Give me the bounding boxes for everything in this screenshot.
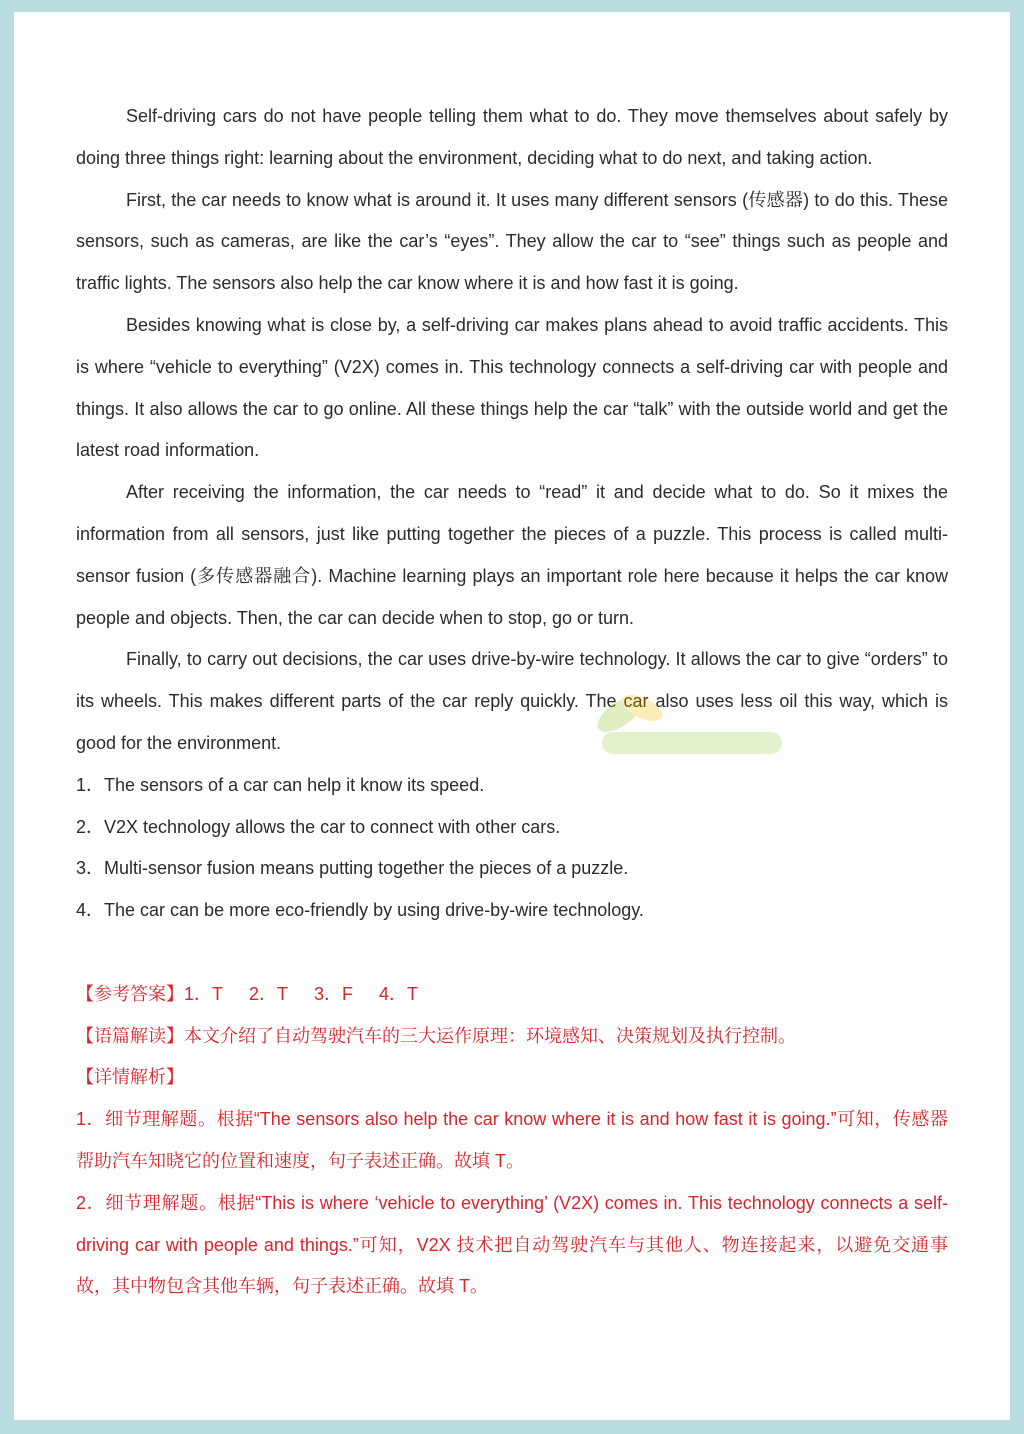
question-4: 4．The car can be more eco-friendly by using drive-by-wire technology.: [76, 900, 644, 921]
passage-analysis-text: 本文介绍了自动驾驶汽车的三大运作原理：环境感知、决策规划及执行控制。: [184, 1025, 796, 1046]
section-spacer: [76, 932, 948, 974]
passage-paragraph-4: After receiving the information, the car needs to “read” it and decide what to do. So it mixes the information from all sensors, just like putting together the pieces of a puzzle. This process is called multi-sensor fusion (多传感器融合). Machine learning plays an important role here because it helps the car know people and objects. Then, the car can decide when to stop, go or turn.: [76, 482, 948, 628]
reference-answers: [76, 974, 948, 1016]
answer-4: 4．T: [379, 983, 419, 1004]
passage-paragraph-2: First, the car needs to know what is around it. It uses many different sensors (传感器) to do this. These sensors, such as cameras, are like the car’s “eyes”. They allow the car to “see” things such as people and traffic lights. The sensors also help the car know where it is and how fast it is going.: [76, 189, 948, 294]
passage-analysis: [76, 1016, 948, 1058]
reference-answers-label: 【参考答案】: [76, 983, 184, 1004]
document-content: [76, 96, 948, 1308]
detail-analysis-label: 【详情解析】: [76, 1067, 184, 1088]
passage-paragraph-5: Finally, to carry out decisions, the car uses drive-by-wire technology. It allows the car to give “orders” to its wheels. This makes different parts of the car reply quickly. The car also uses less oil this way, which is good for the environment.: [76, 649, 948, 753]
question-1: 1．The sensors of a car can help it know its speed.: [76, 774, 485, 795]
passage-paragraph-1: Self-driving cars do not have people telling them what to do. They move themselves about safely by doing three things right: learning about the environment, deciding what to do next, and taking action.: [76, 106, 948, 168]
answer-1: 1．T: [184, 983, 224, 1004]
passage-paragraph-3: Besides knowing what is close by, a self-driving car makes plans ahead to avoid traffic accidents. This is where “vehicle to everything” (V2X) comes in. This technology connects a self-driving car with people and things. It also allows the car to go online. All these things help the car “talk” with the outside world and get the latest road information.: [76, 314, 948, 461]
detail-analysis-1: 1．细节理解题。根据“The sensors also help the car know where it is and how fast it is going.”可知，传感器帮助汽车知晓它的位置和速度，句子表述正确。故填 T。: [76, 1109, 948, 1171]
question-3: 3．Multi-sensor fusion means putting together the pieces of a puzzle.: [76, 858, 629, 879]
question-2: 2．V2X technology allows the car to connect with other cars.: [76, 816, 561, 837]
detail-analysis-2: 2．细节理解题。根据“This is where ‘vehicle to everything’ (V2X) comes in. This technology connects a self-driving car with people and things.”可知，V2X 技术把自动驾驶汽车与其他人、物连接起来，以避免交通事故，其中物包含其他车辆，句子表述正确。故填 T。: [76, 1192, 948, 1297]
answer-3: 3．F: [314, 983, 354, 1004]
document-page: [14, 12, 1010, 1420]
answer-2: 2．T: [249, 983, 289, 1004]
passage-analysis-label: 【语篇解读】: [76, 1025, 184, 1046]
